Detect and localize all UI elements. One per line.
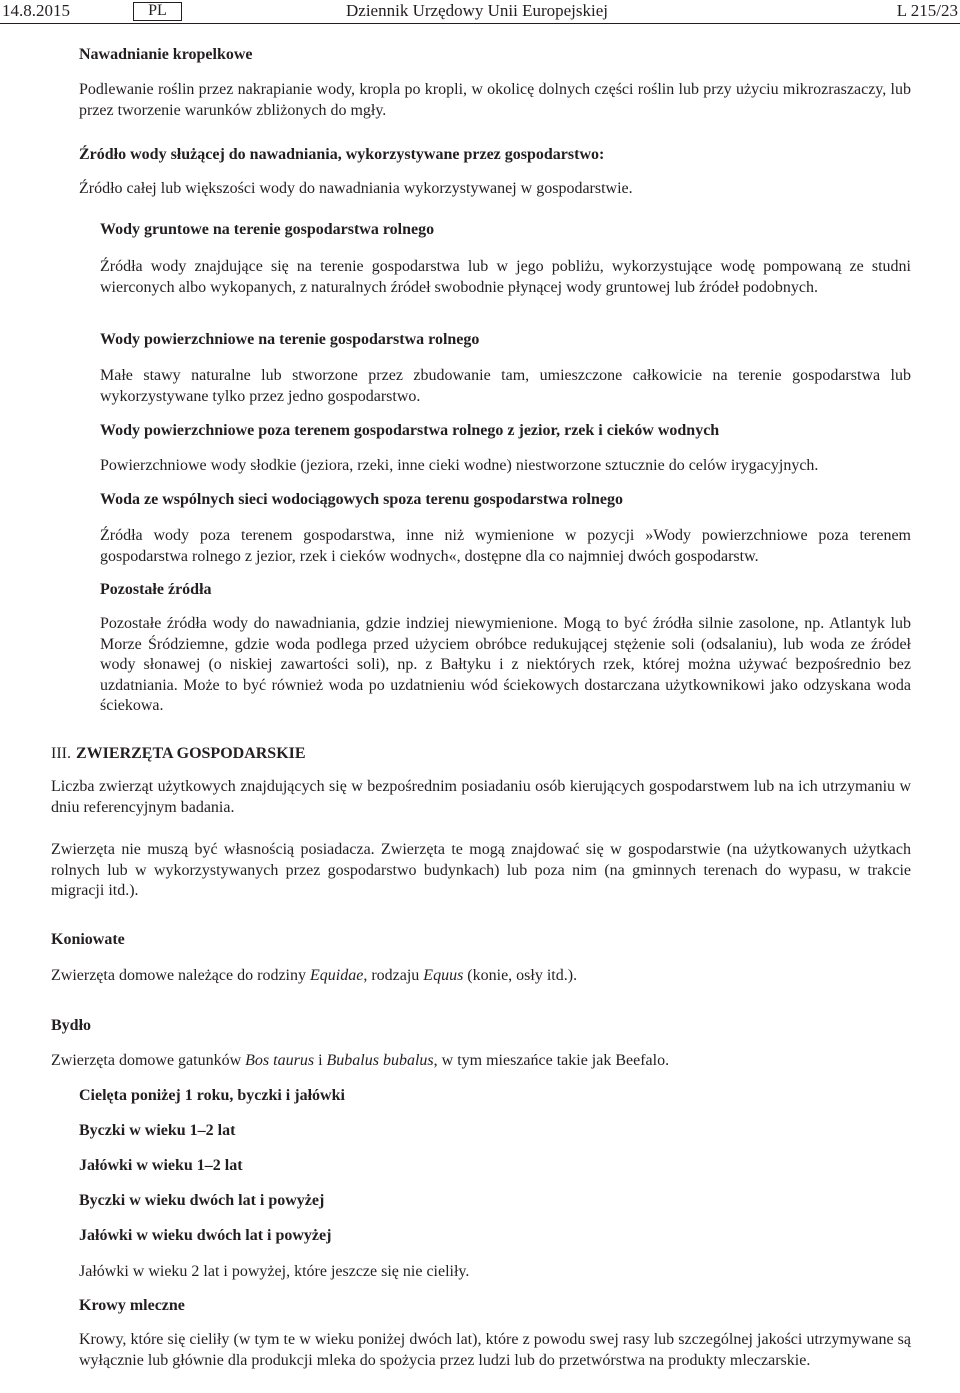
page-header: [0, 0, 960, 24]
text-drip-irrigation: Podlewanie roślin przez nakrapianie wody, kropla po kropli, w okolicę dolnych części roślin lub przy użyciu mikrozraszaczy, lub przez tworzenie warunków zbliżonych do mgły.: [79, 81, 911, 119]
language-code: PL: [133, 2, 182, 21]
text-other-sources: Pozostałe źródła wody do nawadniania, gdzie indziej niewymienione. Mogą to być źródła silnie zasolone, np. Atlantyk lub Morze Śródziemne, gdzie woda podlega przed użyciem obróbce redukującej stężenie soli (odsalaniu), lub woda ze źródeł wody słonawej (o niskiej zawartości soli), np. z Bałtyku i z niektórych rzek, której można używać bezpośrednio bez uzdatniania. Może to być również woda po uzdatnieniu wód ściekowych dostarczana użytkownikowi jako odzyskana woda ściekowa.: [100, 615, 911, 714]
heading-male-1-2: Byczki w wieku 1–2 lat: [79, 1122, 236, 1139]
text-cattle-part2: i: [314, 1052, 327, 1069]
text-surface-off-farm: Powierzchniowe wody słodkie (jeziora, rzeki, inne cieki wodne) niestworzone sztucznie do celów irygacyjnych.: [100, 457, 819, 474]
page-number: L 215/23: [896, 1, 958, 20]
heading-cattle: Bydło: [51, 1017, 92, 1034]
heading-equidae: Koniowate: [51, 931, 125, 948]
term-bubalus-bubalus: Bubalus bubalus: [326, 1052, 434, 1069]
heading-male-2-plus: Byczki w wieku dwóch lat i powyżej: [79, 1192, 325, 1209]
text-equidae: [51, 966, 911, 987]
text-equidae-part1: Zwierzęta domowe należące do rodziny: [51, 967, 310, 984]
heading-heifers-2-plus: Jałówki w wieku dwóch lat i powyżej: [79, 1227, 332, 1244]
text-groundwater: Źródła wody znajdujące się na terenie gospodarstwa lub w jego pobliżu, wykorzystujące wodę pompowaną ze studni wierconych albo wykopanych, z naturalnych źródeł swobodnie płynącej wody gruntowej lub źródeł podobnych.: [100, 258, 911, 296]
section-number: III.: [51, 745, 71, 762]
text-cattle: [51, 1051, 911, 1072]
text-surface-on-farm: Małe stawy naturalne lub stworzone przez zbudowanie tam, umieszczone całkowicie na terenie gospodarstwa lub wykorzystywane tylko przez jedno gospodarstwo.: [100, 367, 911, 405]
text-water-source: Źródło całej lub większości wody do nawadniania wykorzystywanej w gospodarstwie.: [79, 180, 633, 197]
heading-surface-on-farm: Wody powierzchniowe na terenie gospodarstwa rolnego: [100, 331, 480, 348]
heading-groundwater: Wody gruntowe na terenie gospodarstwa rolnego: [100, 221, 435, 238]
heading-surface-off-farm: Wody powierzchniowe poza terenem gospodarstwa rolnego z jezior, rzek i cieków wodnych: [100, 422, 720, 439]
term-equus: Equus: [423, 967, 464, 984]
text-livestock-definition: Liczba zwierząt użytkowych znajdujących się w bezpośrednim posiadaniu osób kierujących gospodarstwem lub na ich utrzymaniu w dniu referencyjnym badania.: [51, 778, 911, 816]
text-livestock-ownership: Zwierzęta nie muszą być własnością posiadacza. Zwierzęta te mogą znajdować się w gospodarstwie (na użytkowanych użytkach rolnych lub w wykorzystywanych przez gospodarstwo budynkach) lub poza nim (na gminnych terenach do wypasu, w trakcie migracji itd.).: [51, 841, 911, 899]
heading-drip-irrigation: Nawadnianie kropelkowe: [79, 46, 253, 63]
section-heading-livestock: [51, 744, 911, 765]
heading-heifers-1-2: Jałówki w wieku 1–2 lat: [79, 1157, 243, 1174]
text-cattle-part3: , w tym mieszańce takie jak Beefalo.: [433, 1052, 670, 1069]
publication-date: 14.8.2015: [2, 1, 70, 20]
heading-dairy-cows: Krowy mleczne: [79, 1297, 185, 1314]
text-heifers-2-plus: Jałówki w wieku 2 lat i powyżej, które jeszcze się nie cieliły.: [79, 1263, 470, 1280]
heading-calves: Cielęta poniżej 1 roku, byczki i jałówki: [79, 1087, 345, 1104]
heading-other-sources: Pozostałe źródła: [100, 581, 212, 598]
term-bos-taurus: Bos taurus: [245, 1052, 315, 1069]
section-title: ZWIERZĘTA GOSPODARSKIE: [76, 745, 306, 762]
term-equidae: Equidae: [309, 967, 364, 984]
text-equidae-part3: (konie, osły itd.).: [463, 967, 578, 984]
heading-mains-water: Woda ze wspólnych sieci wodociągowych spoza terenu gospodarstwa rolnego: [100, 491, 623, 508]
text-cattle-part1: Zwierzęta domowe gatunków: [51, 1052, 246, 1069]
heading-water-source: Źródło wody służącej do nawadniania, wykorzystywane przez gospodarstwo:: [79, 146, 605, 163]
text-mains-water: Źródła wody poza terenem gospodarstwa, inne niż wymienione w pozycji »Wody powierzchniowe poza terenem gospodarstwa rolnego z jezior, rzek i cieków wodnych«, dostępne dla co najmniej dwóch gospodarstw.: [100, 527, 911, 565]
text-dairy-cows: Krowy, które się cieliły (w tym te w wieku poniżej dwóch lat), które z powodu swej rasy lub szczególnej jakości utrzymywane są wyłącznie lub głównie dla produkcji mleka do spożycia przez ludzi lub do przetwórstwa na produkty mleczarskie.: [79, 1331, 911, 1369]
text-equidae-part2: , rodzaju: [363, 967, 424, 984]
journal-title: Dziennik Urzędowy Unii Europejskiej: [346, 1, 609, 20]
header-rule: [0, 23, 960, 24]
